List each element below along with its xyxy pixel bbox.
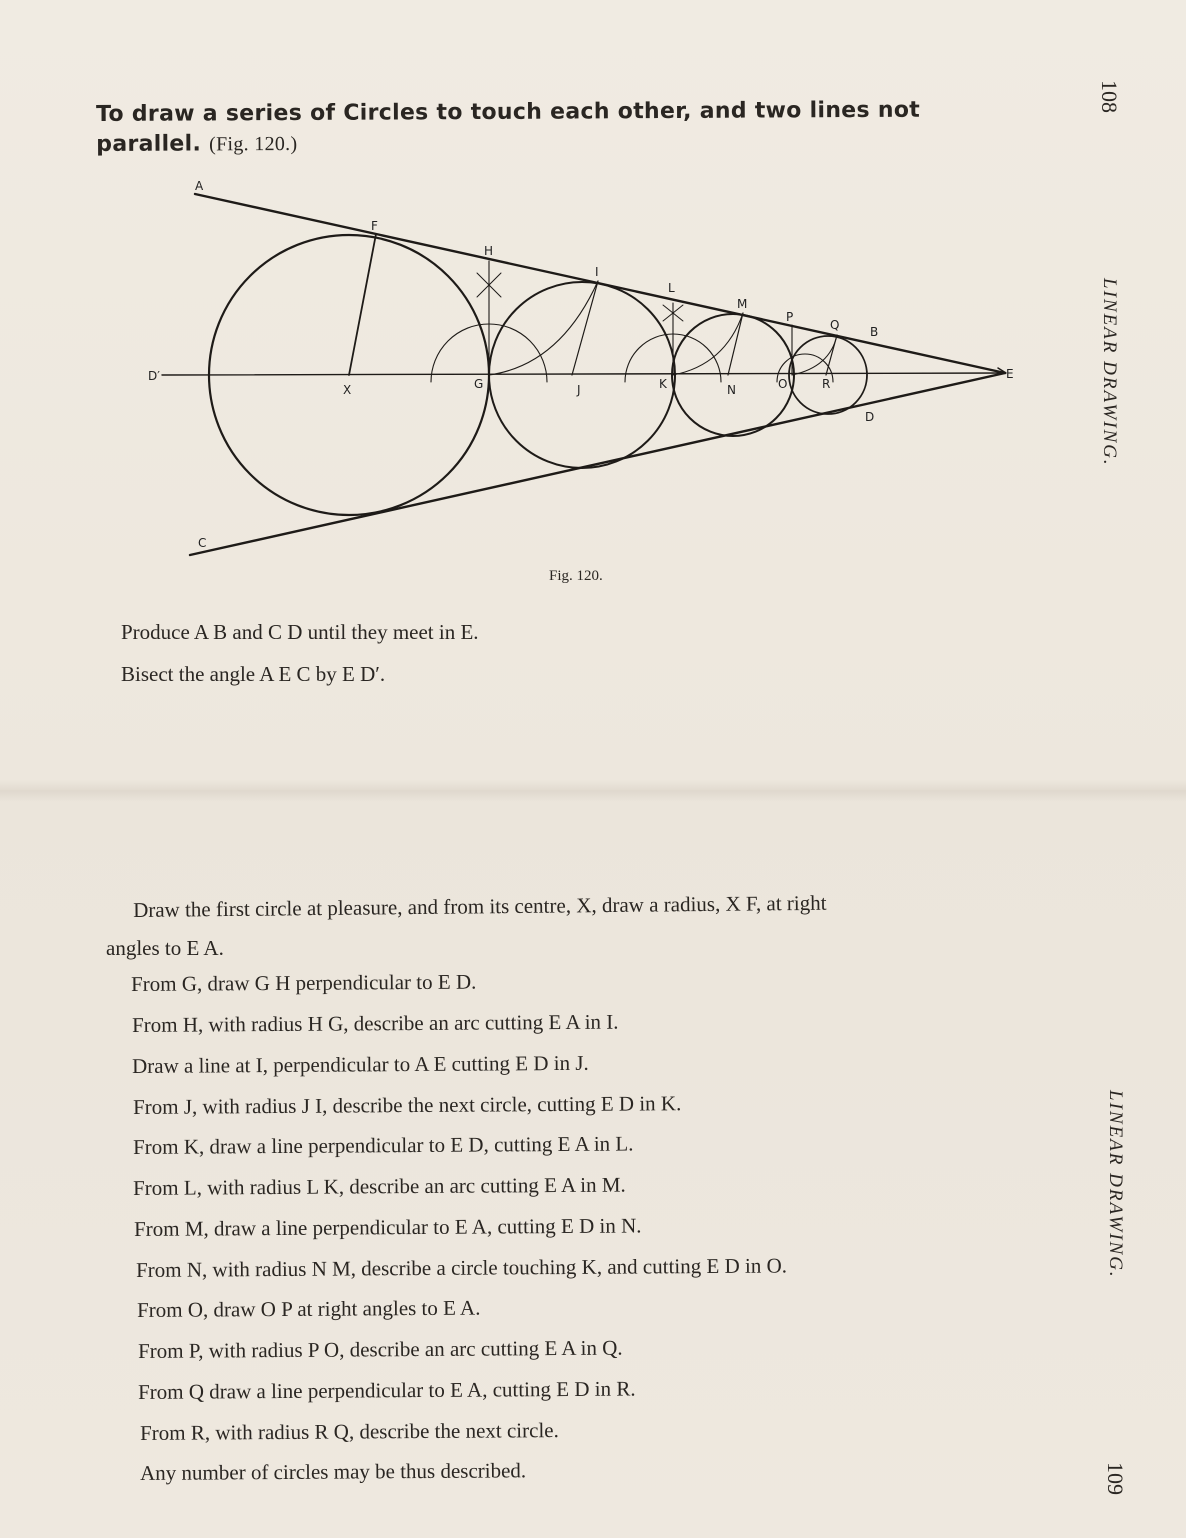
radius-x-f [349, 234, 376, 375]
label-f: F [371, 219, 378, 233]
top-line-2: Bisect the angle A E C by E D′. [121, 662, 386, 686]
top-page-number: 108 [1097, 80, 1122, 113]
top-running-head: LINEAR DRAWING. [1099, 278, 1120, 467]
bottom-line-8: From N, with radius N M, describe a circle touching K, and cutting E D in O. [136, 1253, 788, 1282]
label-l: L [668, 281, 675, 295]
bottom-line-5: From K, draw a line perpendicular to E D, cutting E A in L. [133, 1131, 634, 1159]
figure-120-diagram [140, 175, 1040, 570]
bottom-line-12: From R, with radius R Q, describe the next circle. [140, 1418, 559, 1445]
circle-n [672, 314, 794, 436]
bottom-para-line-2: angles to E A. [106, 936, 224, 960]
bottom-page-number: 109 [1103, 1462, 1128, 1495]
bottom-para-line-1: Draw the first circle at pleasure, and from its centre, X, draw a radius, X F, at right [133, 890, 827, 922]
bisector-d-e [162, 373, 1005, 375]
label-i: I [595, 265, 599, 279]
line-c-e [190, 373, 1005, 555]
section-heading [96, 95, 1066, 160]
label-r: R [822, 377, 831, 391]
label-q: Q [830, 318, 840, 332]
label-c: C [198, 536, 207, 550]
label-n: N [727, 383, 736, 397]
heading-cont: parallel. [96, 131, 202, 157]
perp-i-j [572, 281, 598, 375]
page-fold [0, 780, 1186, 802]
bottom-line-9: From O, draw O P at right angles to E A. [137, 1295, 481, 1322]
label-j: J [577, 383, 581, 397]
bottom-line-10: From P, with radius P O, describe an arc cutting E A in Q. [138, 1335, 623, 1363]
label-o: O [778, 377, 788, 391]
label-a: A [195, 179, 204, 193]
circle-r [789, 336, 867, 414]
label-e: E [1006, 367, 1014, 381]
label-d-prime: D′ [148, 369, 160, 383]
label-h: H [484, 244, 494, 258]
bottom-running-head: LINEAR DRAWING. [1105, 1090, 1126, 1279]
label-m: M [737, 297, 748, 311]
label-b: B [870, 325, 879, 339]
label-x: X [343, 383, 352, 397]
bottom-line-13: Any number of circles may be thus described. [140, 1458, 527, 1485]
heading-main: To draw a series of Circles to touch each other, and two lines not [96, 97, 921, 127]
bottom-line-3: Draw a line at I, perpendicular to A E cutting E D in J. [132, 1050, 589, 1078]
bottom-line-6: From L, with radius L K, describe an arc cutting E A in M. [133, 1172, 626, 1200]
bottom-line-4: From J, with radius J I, describe the next circle, cutting E D in K. [133, 1091, 682, 1119]
perp-m-n [728, 313, 743, 375]
heading-fig-ref: (Fig. 120.) [209, 132, 298, 156]
label-p: P [786, 310, 794, 324]
bottom-line-11: From Q draw a line perpendicular to E A, cutting E D in R. [138, 1376, 636, 1404]
bottom-line-2: From H, with radius H G, describe an arc cutting E A in I. [132, 1009, 619, 1037]
bottom-line-1: From G, draw G H perpendicular to E D. [131, 969, 477, 996]
arc-m-construction [673, 313, 743, 375]
label-g: G [474, 377, 484, 391]
figure-caption: Fig. 120. [549, 568, 603, 584]
top-line-1: Produce A B and C D until they meet in E. [121, 620, 479, 644]
label-k: K [659, 377, 667, 391]
label-d: D [865, 410, 875, 424]
bottom-line-7: From M, draw a line perpendicular to E A, cutting E D in N. [134, 1213, 642, 1241]
